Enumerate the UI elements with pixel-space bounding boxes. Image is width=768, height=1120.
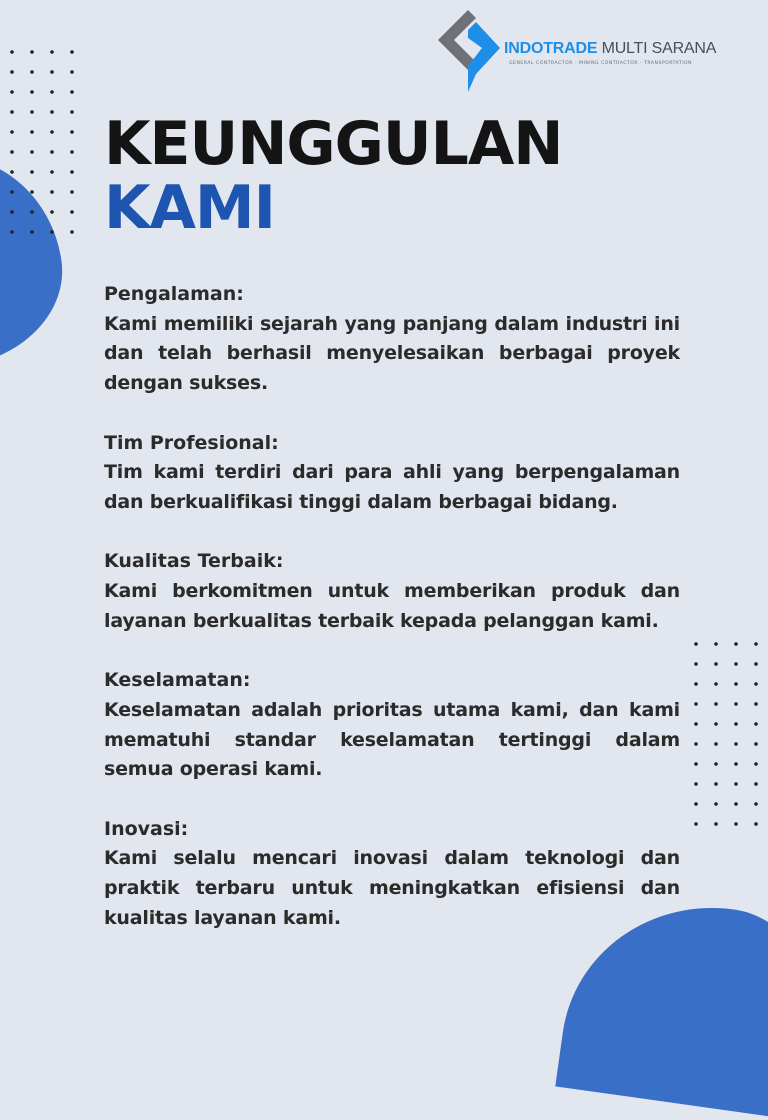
section-heading: Inovasi: [104, 817, 189, 840]
logo-brand-rest: MULTI SARANA [601, 40, 717, 57]
section-heading: Kualitas Terbaik: [104, 550, 284, 573]
section-body: Tim kami terdiri dari para ahli yang berpengalaman dan berkualifikasi tinggi dalam berbagai bidang. [104, 461, 680, 513]
section-keselamatan [104, 666, 680, 785]
logo-mark-icon [438, 8, 500, 92]
logo-brand-bold: INDOTRADE [504, 40, 598, 57]
section-inovasi [104, 815, 680, 934]
section-tim-profesional [104, 429, 680, 518]
logo-tagline: GENERAL CONTRACTOR - MINING CONTRACTOR - TRANSPORTATION [509, 61, 693, 66]
dot-pattern-left [2, 42, 82, 242]
section-body: Kami selalu mencari inovasi dalam teknologi dan praktik terbaru untuk meningkatkan efisiensi dan kualitas layanan kami. [104, 847, 680, 929]
page-title [104, 109, 563, 243]
section-kualitas-terbaik [104, 547, 680, 636]
section-heading: Tim Profesional: [104, 431, 279, 454]
section-body: Kami berkomitmen untuk memberikan produk dan layanan berkualitas terbaik kepada pelanggan kami. [104, 580, 680, 632]
title-line-2: KAMI [104, 173, 275, 243]
title-line-1: KEUNGGULAN [104, 109, 563, 179]
logo-wordmark [504, 40, 716, 58]
section-heading: Keselamatan: [104, 669, 251, 692]
company-logo [438, 8, 738, 94]
section-body: Kami memiliki sejarah yang panjang dalam industri ini dan telah berhasil menyelesaikan berbagai proyek dengan sukses. [104, 312, 680, 395]
section-body: Keselamatan adalah prioritas utama kami, dan kami mematuhi standar keselamatan tertinggi dalam semua operasi kami. [104, 698, 680, 781]
section-pengalaman [104, 280, 680, 399]
section-heading: Pengalaman: [104, 283, 244, 305]
advantages-list [104, 280, 680, 963]
dot-pattern-right [686, 634, 766, 834]
